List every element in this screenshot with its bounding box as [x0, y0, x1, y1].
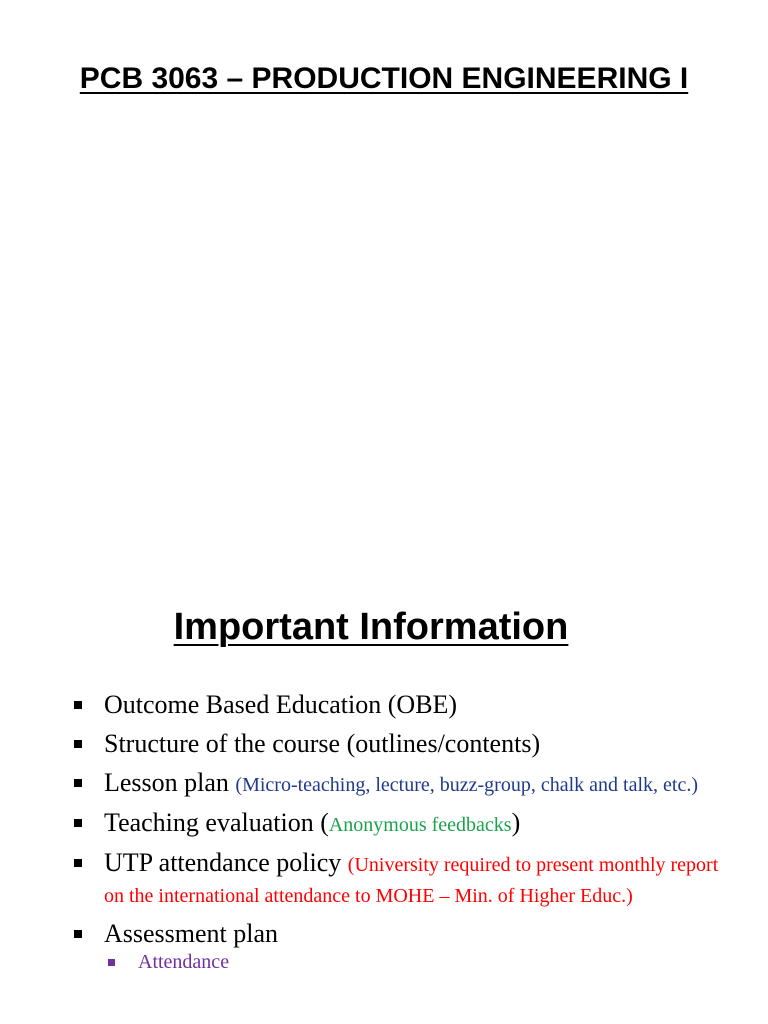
- bullet-text: UTP attendance policy: [104, 848, 348, 877]
- sub-bullet-list: [104, 949, 722, 975]
- bullet-item-structure: [72, 729, 722, 759]
- bullet-text: Outcome Based Education (OBE): [104, 690, 458, 719]
- square-bullet-icon: [74, 819, 82, 827]
- slide-title: PCB 3063 – PRODUCTION ENGINEERING I: [79, 62, 689, 95]
- bullet-item-teaching-evaluation: [72, 808, 722, 839]
- bullet-note: (University required to present monthly report on the international attendance to MOHE – Min. of Higher Educ.): [104, 854, 719, 907]
- bullet-text: Assessment plan: [104, 919, 279, 948]
- square-bullet-icon: [74, 701, 82, 709]
- bullet-text: Teaching evaluation (: [104, 808, 329, 837]
- section-title: Important Information: [173, 606, 569, 648]
- square-bullet-icon: [74, 740, 82, 748]
- bullet-item-lesson-plan: [72, 768, 722, 799]
- bullet-item-assessment-plan: [72, 919, 722, 975]
- bullet-text: Structure of the course (outlines/contents): [104, 729, 541, 758]
- sub-bullet-item-attendance: [104, 949, 722, 975]
- bullet-note: (Micro-teaching, lecture, buzz-group, chalk and talk, etc.): [235, 774, 698, 796]
- square-bullet-icon: [74, 930, 82, 938]
- bullet-item-obe: [72, 690, 722, 720]
- square-bullet-icon: [74, 859, 82, 867]
- bullet-note: Anonymous feedbacks: [328, 814, 512, 836]
- square-bullet-icon: [74, 779, 82, 787]
- bullet-text: Lesson plan: [104, 768, 236, 797]
- sub-bullet-text: Attendance: [138, 951, 230, 973]
- bullet-item-attendance-policy: [72, 848, 722, 910]
- bullet-suffix: ): [511, 808, 521, 837]
- bullet-list: [72, 690, 722, 984]
- square-sub-bullet-icon: [108, 959, 115, 966]
